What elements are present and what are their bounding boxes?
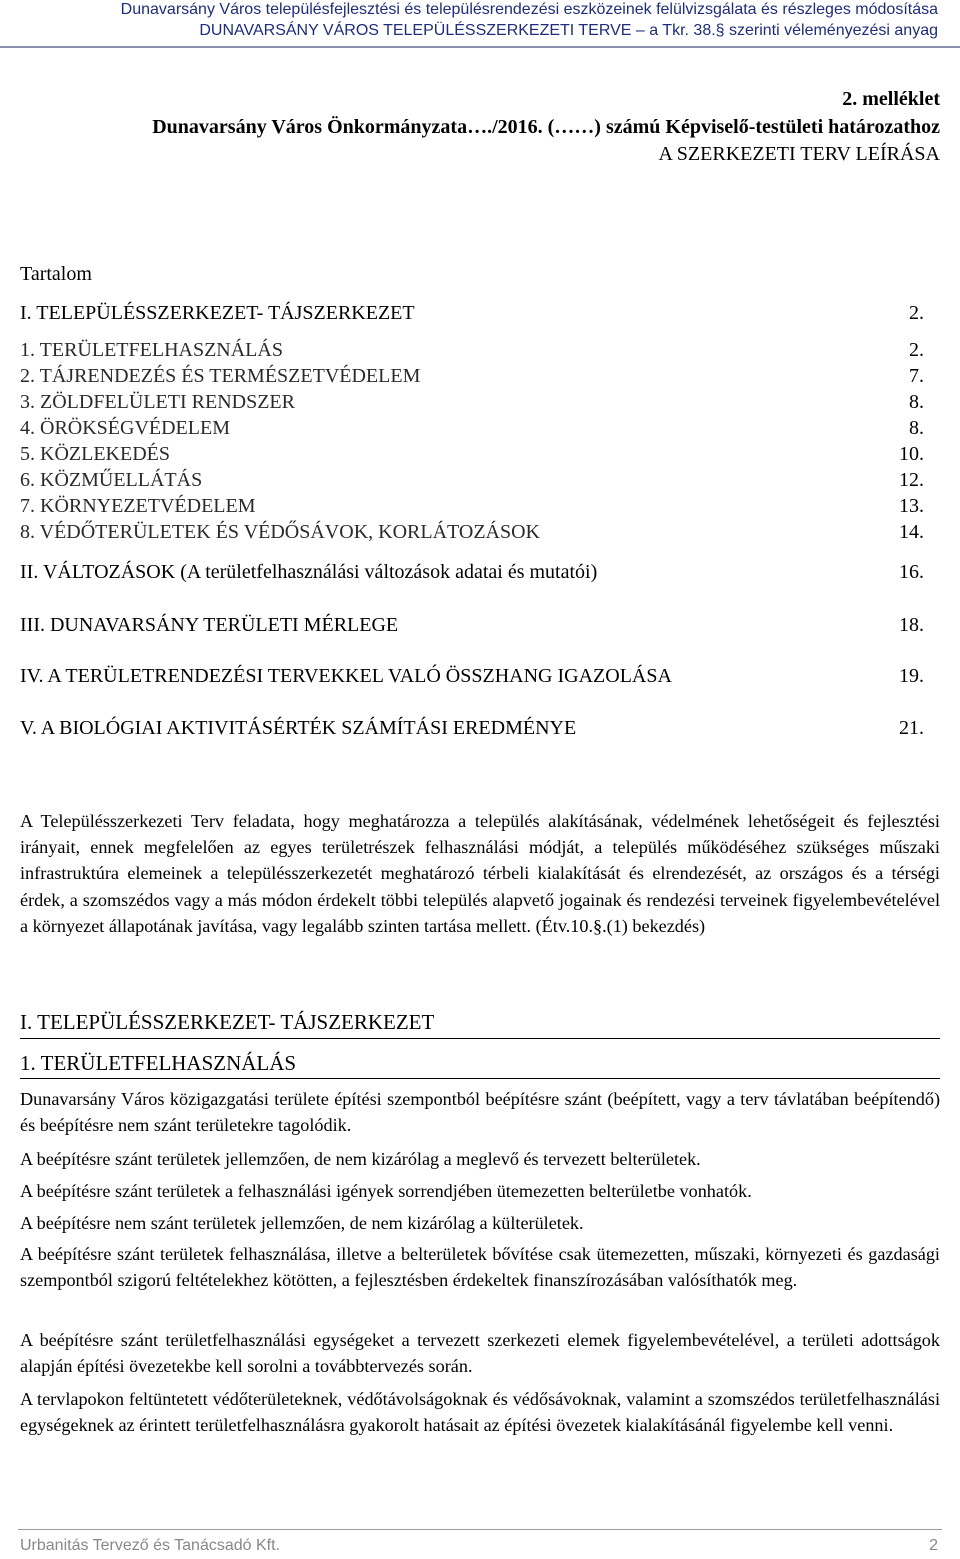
section-title-underline	[20, 1038, 940, 1039]
toc-item-page: 19.	[899, 665, 924, 687]
body-paragraph: A beépítésre szánt területek felhasználása, illetve a belterületek bővítése csak ütemezetten, műszaki, környezeti és gazdasági szempontból szigorú feltételekhez kötötten, a fejlesztésben érdekeltek finanszírozásában valósíthatók meg.	[20, 1244, 940, 1291]
toc-item-page: 21.	[899, 717, 924, 739]
toc-item-page: 2.	[909, 302, 924, 324]
toc-item-page: 8.	[909, 391, 924, 413]
toc-item-label: 5. KÖZLEKEDÉS	[20, 443, 170, 465]
body-paragraph: Dunavarsány Város közigazgatási területe építési szempontból beépítésre szánt (beépített, vagy a terv távlatában beépítendő) és beépítésre nem szánt területekre tagolódik.	[20, 1089, 940, 1136]
body-paragraph: A beépítésre szánt területek jellemzően, de nem kizárólag a meglevő és tervezett belterületek.	[20, 1149, 701, 1169]
toc-item-label: 1. TERÜLETFELHASZNÁLÁS	[20, 339, 283, 361]
toc-item-page: 7.	[909, 365, 924, 387]
toc-item-page: 14.	[899, 521, 924, 543]
body-paragraph: A beépítésre szánt területek a felhasználási igények sorrendjében ütemezetten belterületbe vonhatók.	[20, 1181, 752, 1201]
toc-item-label: I. TELEPÜLÉSSZERKEZET- TÁJSZERKEZET	[20, 302, 415, 324]
page-number: 2	[929, 1537, 938, 1554]
toc-item-page: 12.	[899, 469, 924, 491]
footer-company: Urbanitás Tervező és Tanácsadó Kft.	[20, 1537, 280, 1554]
footer-divider	[18, 1529, 942, 1530]
toc-item-label: 4. ÖRÖKSÉGVÉDELEM	[20, 417, 230, 439]
intro-paragraph: A Településszerkezeti Terv feladata, hogy meghatározza a település alakításának, védelmének lehetőségeit és fejlesztési irányait, ennek megfelelően az egyes területrészek felhasználási módját, a település működéséhez szükséges műszaki infrastruktúra elemeinek a településszerkezetét meghatározó térbeli kialakítását és elrendezését, az országos és a térségi érdek, a szomszédos vagy a más módon érdekelt többi település alapvető jogainak és rendezési terveinek figyelembevételével a környezet állapotának javítása, vagy legalább szinten tartása mellett. (Étv.10.§.(1) bekezdés)	[20, 811, 940, 936]
toc-item-label: III. DUNAVARSÁNY TERÜLETI MÉRLEGE	[20, 614, 399, 636]
header-line-2: DUNAVARSÁNY VÁROS TELEPÜLÉSSZERKEZETI TERVE – a Tkr. 38.§ szerinti véleményezési anyag	[199, 22, 938, 39]
body-paragraph: A tervlapokon feltüntetett védőterületeknek, védőtávolságoknak és védősávoknak, valamint a szomszédos területfelhasználási egységeknek az érintett területfelhasználásra gyakorolt hatásait az építési övezetek kialakításánál figyelembe kell venni.	[20, 1389, 940, 1436]
toc-item-page: 8.	[909, 417, 924, 439]
toc-item-label: 3. ZÖLDFELÜLETI RENDSZER	[20, 391, 295, 413]
toc-item-label: II. VÁLTOZÁSOK (A területfelhasználási változások adatai és mutatói)	[20, 561, 598, 583]
section-title: I. TELEPÜLÉSSZERKEZET- TÁJSZERKEZET	[20, 1010, 435, 1034]
annex-label: 2. melléklet	[842, 88, 940, 110]
toc-item-label: 8. VÉDŐTERÜLETEK ÉS VÉDŐSÁVOK, KORLÁTOZÁSOK	[20, 521, 540, 543]
subsection-title: 1. TERÜLETFELHASZNÁLÁS	[20, 1051, 297, 1075]
subsection-title-underline	[20, 1078, 940, 1079]
header-line-1: Dunavarsány Város településfejlesztési és településrendezési eszközeinek felülvizsgálata és részleges módosítása	[120, 1, 938, 18]
toc-item-label: IV. A TERÜLETRENDEZÉSI TERVEKKEL VALÓ ÖSSZHANG IGAZOLÁSA	[20, 665, 672, 687]
toc-item-label: V. A BIOLÓGIAI AKTIVITÁSÉRTÉK SZÁMÍTÁSI EREDMÉNYE	[20, 717, 577, 739]
toc-heading: Tartalom	[20, 263, 92, 285]
toc-item-page: 10.	[899, 443, 924, 465]
body-paragraph: A beépítésre szánt területfelhasználási egységeket a tervezett szerkezeti elemek figyelembevételével, a területi adottságok alapján építési övezetekbe kell sorolni a továbbtervezés során.	[20, 1330, 940, 1377]
toc-item-label: 7. KÖRNYEZETVÉDELEM	[20, 495, 256, 517]
toc-item-label: 6. KÖZMŰELLÁTÁS	[20, 469, 203, 491]
toc-item-page: 16.	[899, 561, 924, 583]
toc-item-label: 2. TÁJRENDEZÉS ÉS TERMÉSZETVÉDELEM	[20, 365, 421, 387]
toc-item-page: 13.	[899, 495, 924, 517]
resolution-reference: Dunavarsány Város Önkormányzata…./2016. (……) számú Képviselő-testületi határozathoz	[152, 116, 940, 138]
document-title: A SZERKEZETI TERV LEÍRÁSA	[658, 143, 940, 165]
header-divider	[0, 46, 960, 48]
toc-item-page: 18.	[899, 614, 924, 636]
toc-item-page: 2.	[909, 339, 924, 361]
body-paragraph: A beépítésre nem szánt területek jellemzően, de nem kizárólag a külterületek.	[20, 1213, 584, 1233]
